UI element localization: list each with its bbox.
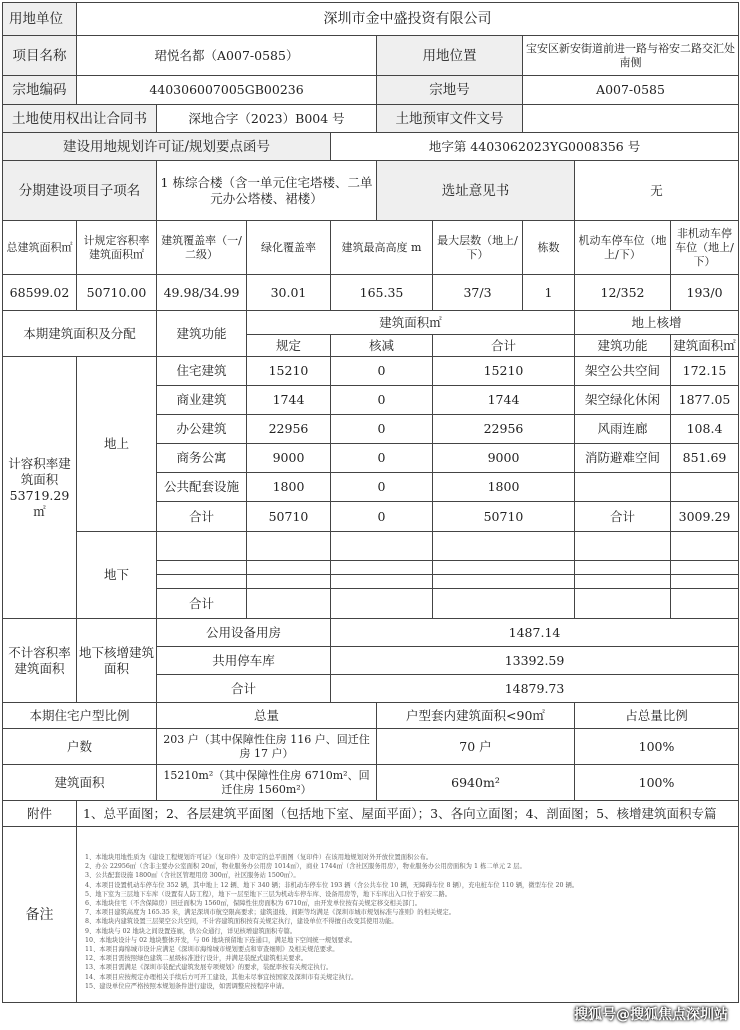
note-line: 10、本地块设计与 02 地块整体开发，与 06 地块预留地下连通口，满足地下空间统一规划要求。: [85, 936, 357, 944]
metric-header: 建筑最高高度 m: [331, 221, 433, 275]
area-sum-label: 合计: [157, 502, 247, 532]
empty-cell: [671, 532, 739, 561]
core-func: 消防避难空间: [575, 444, 671, 473]
empty-cell: [157, 575, 247, 589]
area-reduced: 0: [331, 415, 433, 444]
note-line: 11、本项目海绵城市设计应满足《深圳市海绵城市规划要点和审查细则》及相关规范要求。: [85, 946, 339, 954]
noncount-label: 不计容积率建筑面积: [3, 619, 77, 703]
empty-cell: [331, 589, 433, 619]
core-sum-area: 3009.29: [671, 502, 739, 532]
empty-cell: [247, 575, 331, 589]
area-func: 商业建筑: [157, 386, 247, 415]
ratio-total: 203 户（其中保障性住房 116 户、回迁住房 17 户）: [157, 729, 377, 765]
note-line: 8、本地块内建筑设置三层架空公共空间，不计容建筑面积按有关规定执行，建设单位不得擅自改变其使用功能。: [85, 918, 398, 926]
core-func: [575, 473, 671, 502]
area-sum-spec: 50710: [247, 502, 331, 532]
noncount-sum-value: 14879.73: [331, 675, 739, 703]
project-name-label: 项目名称: [3, 36, 77, 76]
metric-header: 栋数: [523, 221, 575, 275]
note-line: 4、本项目设置机动车停车位 352 辆，其中地上 12 辆、地下 340 辆；非机动车停车位 193 辆（含公共车位 10 辆，无障碍车位 8 辆），充电桩车位 110 辆，微型车位 20 辆。: [85, 881, 579, 889]
empty-cell: [575, 589, 671, 619]
core-area: 851.69: [671, 444, 739, 473]
noncount-func: 公用设备用房: [157, 619, 331, 647]
note-line: 2、办公 22956㎡（含非主要办公室面积 20㎡，物业服务办公用房 1014㎡），商业 1744㎡（含社区服务用房），物业服务办公用房面积为 1 栋二单元 2 层。: [85, 863, 526, 871]
ratio-pct: 100%: [575, 729, 739, 765]
empty-cell: [433, 561, 575, 575]
notes-body: [77, 827, 739, 1003]
empty-cell: [433, 589, 575, 619]
area-reduced: 0: [331, 357, 433, 386]
area-sum-reduced: 0: [331, 502, 433, 532]
pre-review-label: 土地预审文件文号: [377, 105, 523, 133]
noncount-value: 1487.14: [331, 619, 739, 647]
land-user-value: 深圳市金中盛投资有限公司: [77, 3, 739, 36]
area-section-title: 本期建筑面积及分配: [3, 311, 157, 357]
area-sub-header: 核减: [331, 335, 433, 357]
note-line: 13、本项目需满足《深圳市装配式建筑发展专项规划》的要求，装配率按有关规定执行。: [85, 964, 333, 972]
area-total: 9000: [433, 444, 575, 473]
area-func: 办公建筑: [157, 415, 247, 444]
empty-cell: [671, 589, 739, 619]
core-func: 架空绿化休闲: [575, 386, 671, 415]
pre-review-value: [523, 105, 739, 133]
core-area: 1877.05: [671, 386, 739, 415]
area-sum-total: 50710: [433, 502, 575, 532]
parcel-no-label: 宗地号: [377, 76, 523, 105]
metric-header: 总建筑面积㎡: [3, 221, 77, 275]
empty-cell: [671, 575, 739, 589]
below-sum-label: 合计: [157, 589, 247, 619]
metric-value: 50710.00: [77, 275, 157, 311]
core-area: 172.15: [671, 357, 739, 386]
empty-cell: [433, 575, 575, 589]
metric-header: 绿化覆盖率: [247, 221, 331, 275]
site-opinion-value: 无: [575, 161, 739, 221]
noncount-value: 13392.59: [331, 647, 739, 675]
subitem-value: 1 栋综合楼（含一单元住宅塔楼、二单元办公塔楼、裙楼）: [157, 161, 377, 221]
site-opinion-label: 选址意见书: [377, 161, 575, 221]
area-func-header: 建筑功能: [157, 311, 247, 357]
metric-value: 68599.02: [3, 275, 77, 311]
metric-value: 165.35: [331, 275, 433, 311]
empty-cell: [331, 532, 433, 561]
metric-value: 37/3: [433, 275, 523, 311]
ratio-total: 15210m²（其中保障性住房 6710m²、回迁住房 1560m²）: [157, 765, 377, 801]
empty-cell: [331, 561, 433, 575]
area-sub-header: 合计: [433, 335, 575, 357]
land-contract-value: 深地合字（2023）B004 号: [157, 105, 377, 133]
land-contract-label: 土地使用权出让合同书: [3, 105, 157, 133]
ratio-row-label: 户数: [3, 729, 157, 765]
attachments-label: 附件: [3, 801, 77, 827]
note-line: 3、公共配套设施 1800㎡（含社区管理用房 300㎡，社区服务站 1500㎡）。: [85, 872, 300, 880]
metric-value: 1: [523, 275, 575, 311]
empty-cell: [331, 575, 433, 589]
parcel-code-value: 440306007005GB00236: [77, 76, 377, 105]
building-plan-sheet: [2, 2, 739, 1003]
attachments-value: 1、总平面图；2、各层建筑平面图（包括地下室、屋面平面）；3、各向立面图；4、剖面图；5、核增建筑面积专篇: [77, 801, 739, 827]
ratio-total-header: 总量: [157, 703, 377, 729]
empty-cell: [575, 561, 671, 575]
empty-cell: [247, 561, 331, 575]
area-reduced: 0: [331, 386, 433, 415]
area-spec: 9000: [247, 444, 331, 473]
area-func: 商务公寓: [157, 444, 247, 473]
empty-cell: [157, 532, 247, 561]
core-increase-header: 地上核增: [575, 311, 739, 335]
empty-cell: [157, 561, 247, 575]
metric-value: 49.98/34.99: [157, 275, 247, 311]
ratio-row-label: 建筑面积: [3, 765, 157, 801]
area-sub-header: 规定: [247, 335, 331, 357]
area-reduced: 0: [331, 473, 433, 502]
area-total: 1744: [433, 386, 575, 415]
note-line: 14、本项目应按规定办理相关手续后方可开工建设，其他未尽事宜按国家及深圳市有关规定执行。: [85, 973, 358, 981]
note-line: 6、本地块住宅（不含保障房）回迁面积为 1560㎡，保障性住房面积为 6710㎡，由开发单位按有关规定移交相关部门。: [85, 900, 422, 908]
area-spec: 15210: [247, 357, 331, 386]
empty-cell: [575, 575, 671, 589]
planning-permit-label: 建设用地规划许可证/规划要点函号: [3, 133, 331, 161]
core-func: 架空公共空间: [575, 357, 671, 386]
note-line: 9、本地块与 02 地块之间设置连廊，供公众通行，详见核增建筑面积专篇。: [85, 927, 297, 935]
empty-cell: [671, 561, 739, 575]
noncount-sub-label: 地下核增建筑面积: [77, 619, 157, 703]
ratio-pct-header: 占总量比例: [575, 703, 739, 729]
metric-value: 30.01: [247, 275, 331, 311]
note-line: 1、本地块用地性质为《建设工程规划许可证》（复印件）及审定的总平面图（复印件）在该用地规划对外开放位置面积公布。: [85, 854, 433, 861]
subitem-label: 分期建设项目子项名: [3, 161, 157, 221]
ratio-small: 6940m²: [377, 765, 575, 801]
ratio-small: 70 户: [377, 729, 575, 765]
area-spec: 22956: [247, 415, 331, 444]
area-func: 公共配套设施: [157, 473, 247, 502]
area-total: 1800: [433, 473, 575, 502]
above-ground-label: 地上: [77, 357, 157, 532]
counted-area-label: 计容积率建筑面积 53719.29㎡: [3, 357, 77, 619]
note-line: 7、本项目建筑高度为 165.35 米，满足深圳市航空限高要求；建筑退线、间距等均满足《深圳市城市规划标准与准则》的相关规定。: [85, 909, 456, 917]
land-user-label: 用地单位: [3, 3, 77, 36]
ratio-pct: 100%: [575, 765, 739, 801]
metric-value: 193/0: [671, 275, 739, 311]
metric-header: 建筑覆盖率（一/二级）: [157, 221, 247, 275]
note-line: 15、建设单位应严格按照本规划条件进行建设，如需调整应按程序申请。: [85, 982, 289, 990]
metric-header: 机动车停车位（地上/下）: [575, 221, 671, 275]
empty-cell: [247, 532, 331, 561]
notes-label: 备注: [3, 827, 77, 1003]
metric-value: 12/352: [575, 275, 671, 311]
parcel-code-label: 宗地编码: [3, 76, 77, 105]
land-location-value: 宝安区新安街道前进一路与裕安二路交汇处南侧: [523, 36, 739, 76]
area-reduced: 0: [331, 444, 433, 473]
area-total: 22956: [433, 415, 575, 444]
empty-cell: [433, 532, 575, 561]
area-spec: 1744: [247, 386, 331, 415]
area-total: 15210: [433, 357, 575, 386]
core-area: [671, 473, 739, 502]
noncount-func: 共用停车库: [157, 647, 331, 675]
ratio-title: 本期住宅户型比例: [3, 703, 157, 729]
right-func-header: 建筑功能: [575, 335, 671, 357]
watermark: 搜狐号@搜狐焦点深圳站: [574, 1007, 728, 1023]
metric-header: 非机动车停车位（地上/下）: [671, 221, 739, 275]
project-name-value: 珺悦名都（A007-0585）: [77, 36, 377, 76]
area-spec: 1800: [247, 473, 331, 502]
area-func: 住宅建筑: [157, 357, 247, 386]
core-sum-label: 合计: [575, 502, 671, 532]
parcel-no-value: A007-0585: [523, 76, 739, 105]
land-location-label: 用地位置: [377, 36, 523, 76]
planning-permit-value: 地字第 4403062023YG0008356 号: [331, 133, 739, 161]
note-line: 5、地下室为三层地下车库（设置有人防工程），地下一层至地下三层为机动车停车库、设备用房等，地下车库出入口位于裕安二路。: [85, 890, 452, 898]
area-header: 建筑面积㎡: [247, 311, 575, 335]
empty-cell: [247, 589, 331, 619]
right-area-header: 建筑面积㎡: [671, 335, 739, 357]
metric-header: 最大层数（地上/下）: [433, 221, 523, 275]
core-func: 风雨连廊: [575, 415, 671, 444]
note-line: 12、本项目需按照绿色建筑二星级标准进行设计，并满足装配式建筑相关要求。: [85, 955, 308, 963]
noncount-sum-label: 合计: [157, 675, 331, 703]
empty-cell: [575, 532, 671, 561]
ratio-small-header: 户型套内建筑面积<90㎡: [377, 703, 575, 729]
metric-header: 计规定容积率建筑面积㎡: [77, 221, 157, 275]
core-area: 108.4: [671, 415, 739, 444]
below-ground-label: 地下: [77, 532, 157, 619]
